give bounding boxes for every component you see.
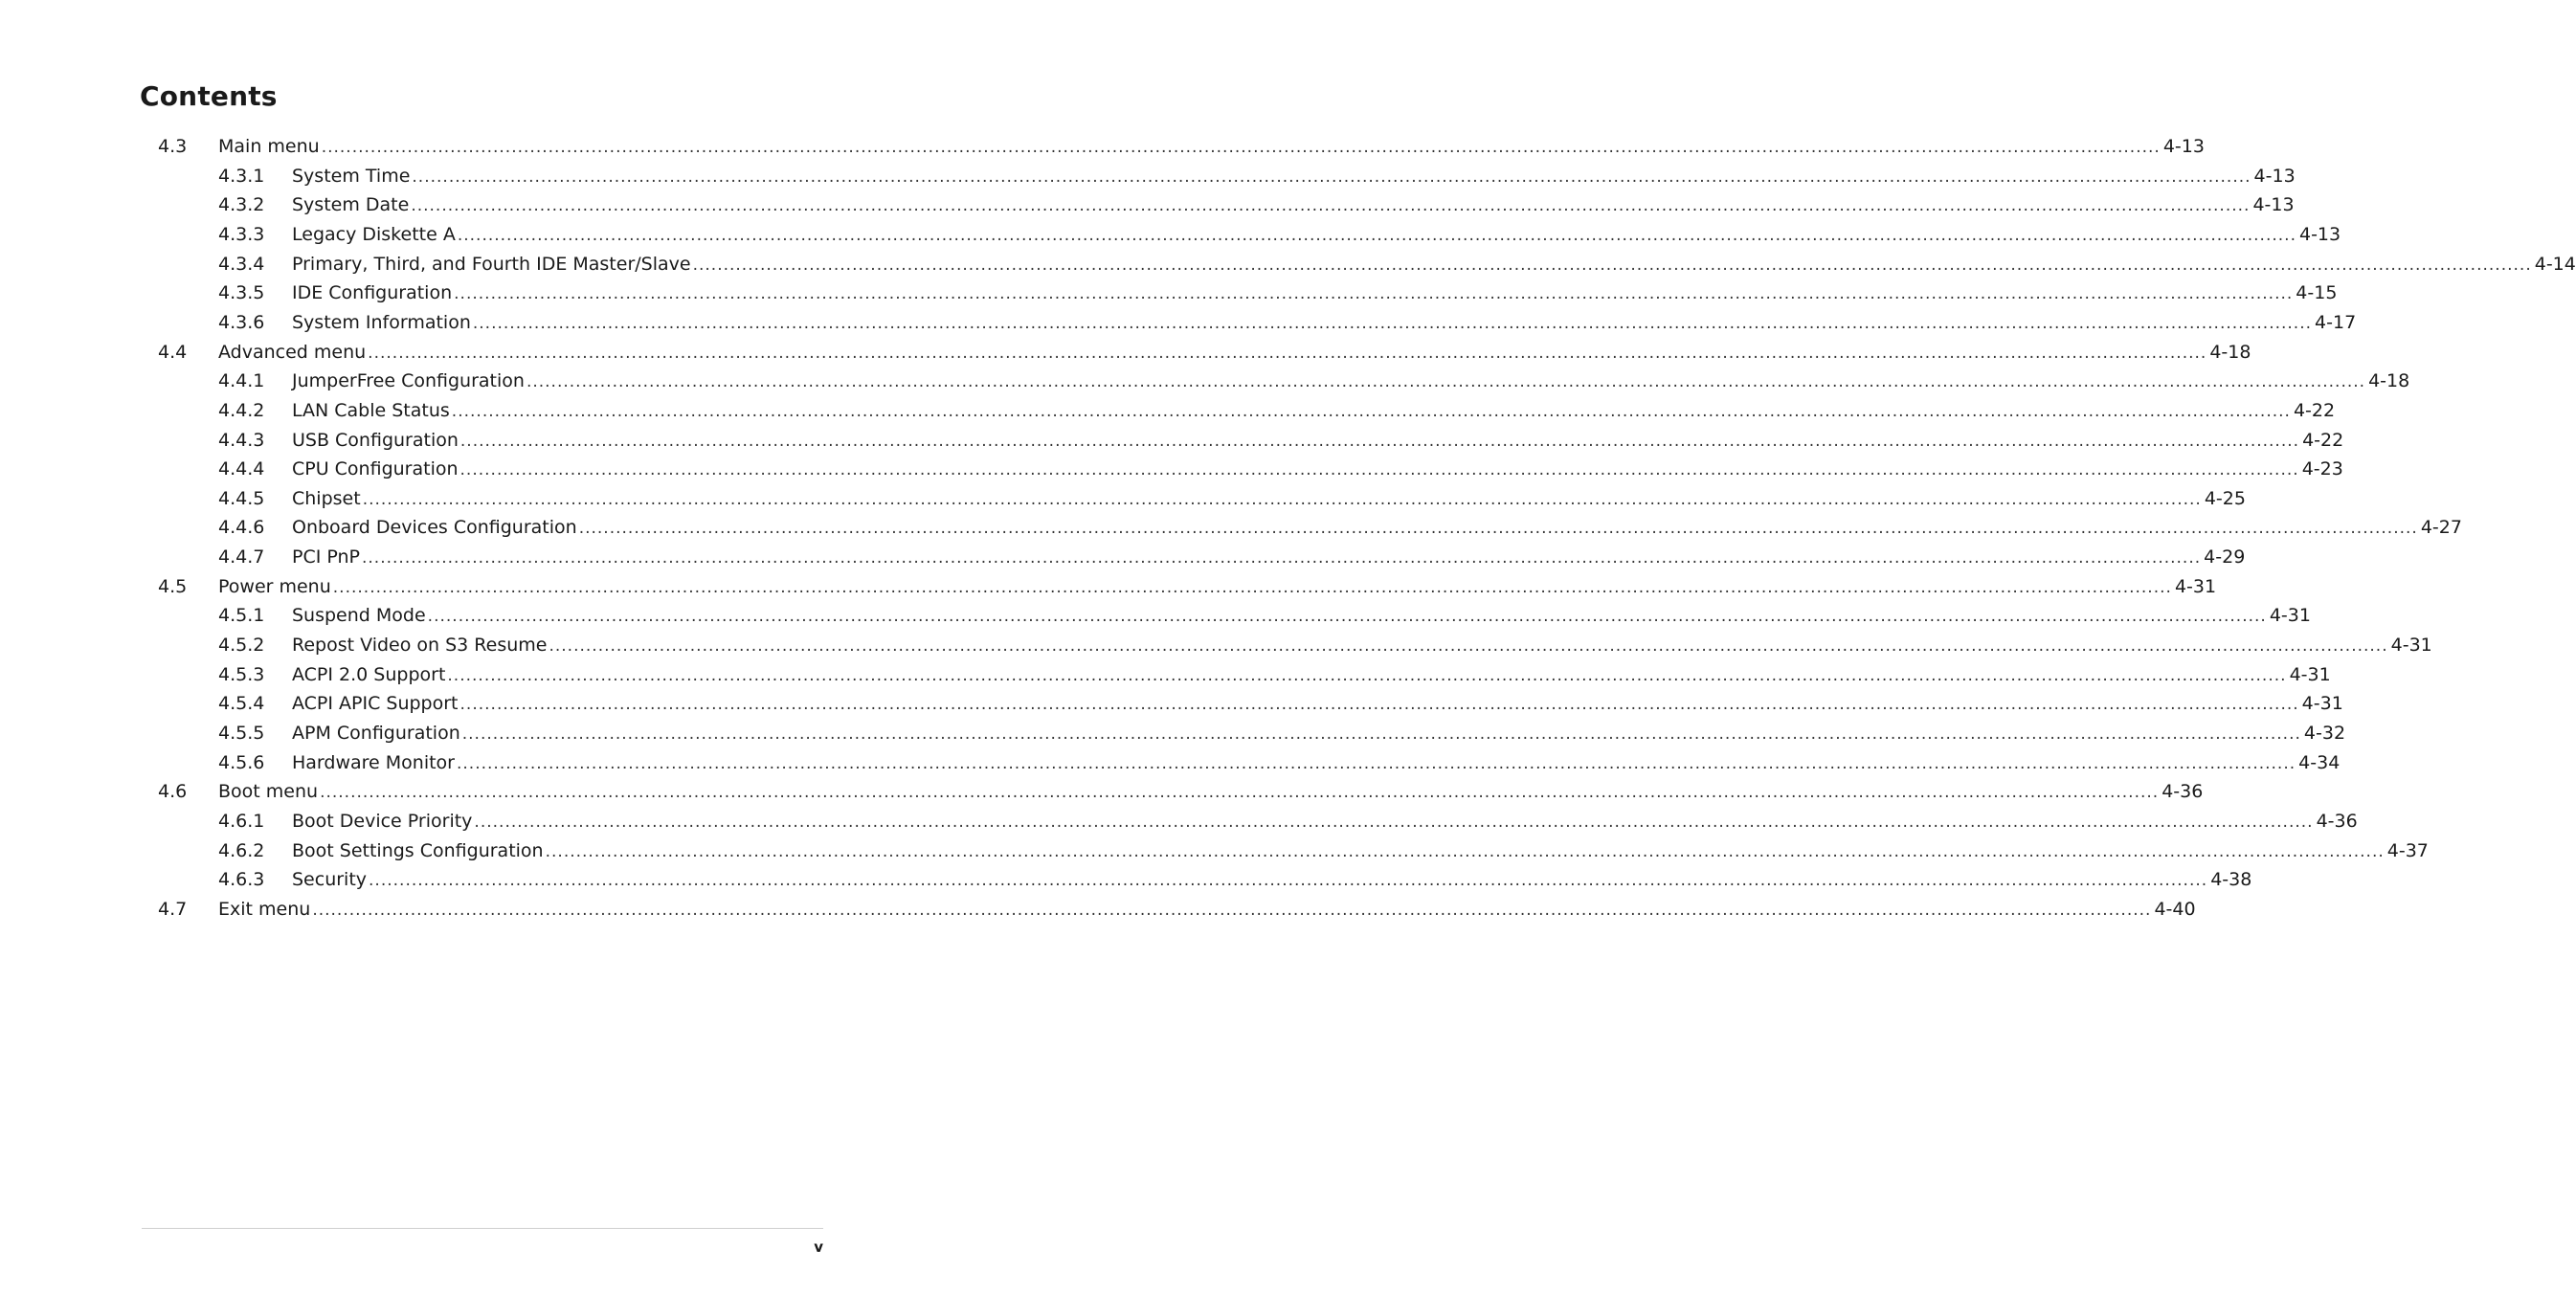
toc-entry-line [292,601,2311,631]
toc-entry[interactable] [218,190,2295,219]
toc-entry-label: PCI PnP [292,546,360,568]
toc-entry-number: 4.4.4 [218,458,265,480]
toc-entry[interactable] [218,513,2462,542]
toc-entry-page: 4-32 [2303,723,2346,744]
toc-dot-leader: ............................................................................................................................................................................................................................................................................................................ [332,577,2172,597]
toc-entry[interactable] [218,601,2311,630]
toc-dot-leader: ............................................................................................................................................................................................................................................................................................................ [459,431,2300,451]
toc-entry-number: 4.3 [158,136,188,157]
toc-entry-label: ACPI 2.0 Support [292,663,446,685]
toc-entry-number: 4.4.6 [218,517,265,539]
toc-entry-number: 4.7 [158,898,188,920]
toc-entry-line [292,513,2462,543]
toc-entry-page: 4-23 [2301,458,2343,480]
toc-entry-page: 4-22 [2302,429,2344,451]
toc-entry-label: Advanced menu [218,341,367,363]
toc-entry-line [218,572,2217,602]
toc-dot-leader: ............................................................................................................................................................................................................................................................................................................ [411,196,2251,216]
toc-entry[interactable] [218,455,2343,483]
toc-entry-number: 4.4.7 [218,546,265,568]
toc-entry-label: Primary, Third, and Fourth IDE Master/Slave [292,253,691,275]
toc-entry-label: System Time [292,165,411,187]
toc-entry-number: 4.3.2 [218,194,265,216]
toc-entry-line [218,338,2251,368]
toc-dot-leader: ............................................................................................................................................................................................................................................................................................................ [457,225,2296,245]
toc-entry-line [292,748,2341,778]
toc-entry[interactable] [158,132,2205,161]
toc-entry-page: 4-29 [2204,546,2246,568]
toc-entry-page: 4-22 [2293,399,2336,421]
toc-entry-number: 4.4.2 [218,399,265,421]
toc-entry-line [218,777,2204,807]
toc-entry-line [292,484,2246,514]
toc-dot-leader: ............................................................................................................................................................................................................................................................................................................ [474,812,2314,832]
toc-entry-label: CPU Configuration [292,458,459,480]
toc-entry-page: 4-25 [2204,487,2246,509]
toc-entry[interactable] [218,660,2331,689]
toc-entry[interactable] [218,367,2410,395]
footer-page-number: v [814,1238,823,1256]
toc-entry[interactable] [218,631,2432,659]
footer-rule [142,1228,823,1229]
toc-entry[interactable] [158,338,2251,367]
toc-entry[interactable] [218,748,2341,777]
toc-dot-leader: ............................................................................................................................................................................................................................................................................................................ [412,167,2251,187]
toc-entry[interactable] [218,220,2341,249]
toc-entry-line [292,308,2357,338]
toc-entry-page: 4-14 [2534,253,2576,275]
toc-entry[interactable] [218,308,2357,337]
toc-entry-label: JumperFree Configuration [292,370,525,392]
toc-entry[interactable] [158,572,2217,601]
toc-dot-leader: ............................................................................................................................................................................................................................................................................................................ [545,841,2385,861]
toc-entry-page: 4-31 [2390,635,2432,656]
toc-entry-line [292,162,2296,191]
toc-entry-number: 4.4 [158,341,188,363]
toc-entry-page: 4-31 [2301,693,2343,715]
toc-entry-number: 4.3.6 [218,311,265,333]
toc-entry-label: Power menu [218,575,331,597]
toc-entry-label: System Date [292,194,410,216]
toc-entry-line [292,367,2410,396]
toc-entry-page: 4-18 [2209,341,2251,363]
toc-entry-page: 4-31 [2269,605,2311,627]
toc-entry-number: 4.5.1 [218,605,265,627]
toc-entry-label: IDE Configuration [292,282,453,304]
toc-entry-number: 4.5.6 [218,751,265,773]
toc-dot-leader: ............................................................................................................................................................................................................................................................................................................ [461,725,2301,744]
toc-entry-line [292,455,2343,484]
toc-entry-number: 4.4.5 [218,487,265,509]
toc-entry-number: 4.6.3 [218,869,265,891]
toc-dot-leader: ............................................................................................................................................................................................................................................................................................................ [549,636,2388,656]
toc-entry[interactable] [218,807,2358,836]
toc-dot-leader: ............................................................................................................................................................................................................................................................................................................ [451,401,2291,421]
toc-entry-number: 4.6.1 [218,810,265,832]
toc-entry[interactable] [218,426,2344,455]
toc-entry-line [292,190,2295,220]
toc-entry-page: 4-13 [2162,136,2205,157]
toc-entry-label: ACPI APIC Support [292,693,459,715]
toc-entry-label: Chipset [292,487,361,509]
toc-entry-number: 4.3.3 [218,223,265,245]
toc-entry-page: 4-31 [2289,663,2331,685]
toc-entry-line [292,426,2344,456]
toc-entry-label: Repost Video on S3 Resume [292,635,548,656]
toc-entry-label: Hardware Monitor [292,751,455,773]
toc-entry-label: Boot menu [218,781,319,803]
toc-entry[interactable] [218,719,2346,747]
toc-entry-page: 4-15 [2296,282,2338,304]
toc-dot-leader: ............................................................................................................................................................................................................................................................................................................ [526,372,2366,392]
toc-entry-label: USB Configuration [292,429,459,451]
toc-entry-line [292,865,2252,895]
toc-entry-page: 4-36 [2162,781,2204,803]
toc-entry-number: 4.6.2 [218,839,265,861]
toc-entry-label: Exit menu [218,898,311,920]
toc-entry[interactable] [218,865,2252,894]
toc-entry-label: Legacy Diskette A [292,223,456,245]
toc-entry-line [292,396,2336,426]
toc-dot-leader: ............................................................................................................................................................................................................................................................................................................ [362,489,2202,509]
toc-entry-label: APM Configuration [292,723,460,744]
toc-entry-label: Main menu [218,136,320,157]
toc-entry-line [292,660,2331,690]
toc-entry-line [292,279,2338,308]
toc-entry-number: 4.5.3 [218,663,265,685]
toc-entry-page: 4-40 [2154,898,2196,920]
toc-entry-line [292,631,2432,660]
toc-entry-line [292,689,2343,719]
toc-entry[interactable] [158,777,2204,806]
toc-dot-leader: ............................................................................................................................................................................................................................................................................................................ [368,343,2207,363]
toc-dot-leader: ............................................................................................................................................................................................................................................................................................................ [454,284,2294,304]
toc-entry-number: 4.4.3 [218,429,265,451]
toc-entry-line [292,807,2358,836]
toc-entry-number: 4.5.5 [218,723,265,744]
toc-entry-line [292,220,2341,250]
toc-entry-number: 4.6 [158,781,188,803]
toc-entry[interactable] [218,396,2336,425]
toc-dot-leader: ............................................................................................................................................................................................................................................................................................................ [321,138,2161,157]
toc-entry-number: 4.3.4 [218,253,265,275]
toc-dot-leader: ............................................................................................................................................................................................................................................................................................................ [312,900,2152,920]
toc-entry-label: Onboard Devices Configuration [292,517,577,539]
toc-entry-number: 4.4.1 [218,370,265,392]
toc-entry-label: System Information [292,311,471,333]
toc-dot-leader: ............................................................................................................................................................................................................................................................................................................ [427,607,2267,627]
toc-entry-page: 4-27 [2420,517,2462,539]
toc-entry-page: 4-38 [2210,869,2252,891]
toc-entry-page: 4-13 [2298,223,2341,245]
toc-entry[interactable] [158,895,2196,924]
toc-dot-leader: ............................................................................................................................................................................................................................................................................................................ [369,871,2208,891]
toc-entry-label: Security [292,869,368,891]
toc-entry-number: 4.5.4 [218,693,265,715]
toc-dot-leader: ............................................................................................................................................................................................................................................................................................................ [457,753,2296,773]
toc-entry-page: 4-18 [2368,370,2410,392]
toc-entry-page: 4-13 [2252,194,2295,216]
toc-entry[interactable] [218,279,2338,307]
toc-entry-number: 4.3.5 [218,282,265,304]
toc-entry-label: Boot Device Priority [292,810,473,832]
toc-entry-label: Boot Settings Configuration [292,839,544,861]
toc-dot-leader: ............................................................................................................................................................................................................................................................................................................ [459,460,2299,480]
toc-entry[interactable] [218,162,2296,190]
toc-entry[interactable] [218,836,2429,865]
toc-dot-leader: ............................................................................................................................................................................................................................................................................................................ [578,519,2418,539]
toc-entry-line [292,719,2346,748]
toc-entry-page: 4-17 [2315,311,2357,333]
toc-dot-leader: ............................................................................................................................................................................................................................................................................................................ [472,313,2313,333]
toc-entry-page: 4-37 [2386,839,2429,861]
toc-entry-page: 4-34 [2298,751,2341,773]
toc-entry-line [218,895,2196,925]
toc-entry-page: 4-13 [2253,165,2296,187]
page-title: Contents [140,80,278,112]
toc-entry-line [292,543,2246,572]
toc-entry-label: Suspend Mode [292,605,426,627]
toc-entry[interactable] [218,250,2576,279]
toc-dot-leader: ............................................................................................................................................................................................................................................................................................................ [447,665,2287,685]
toc-entry-page: 4-36 [2316,810,2358,832]
toc-dot-leader: ............................................................................................................................................................................................................................................................................................................ [320,783,2160,803]
toc-entry[interactable] [218,543,2246,571]
toc-entry-number: 4.5.2 [218,635,265,656]
toc-entry-number: 4.3.1 [218,165,265,187]
toc-entry[interactable] [218,484,2246,513]
toc-entry-line [218,132,2205,162]
toc-entry-line [292,250,2576,279]
toc-dot-leader: ............................................................................................................................................................................................................................................................................................................ [362,548,2202,568]
toc-entry-line [292,836,2429,866]
toc-entry-label: LAN Cable Status [292,399,450,421]
toc-entry-page: 4-31 [2174,575,2217,597]
toc-entry[interactable] [218,689,2343,718]
toc-entry-number: 4.5 [158,575,188,597]
toc-dot-leader: ............................................................................................................................................................................................................................................................................................................ [459,695,2299,715]
toc-dot-leader: ............................................................................................................................................................................................................................................................................................................ [692,255,2532,275]
